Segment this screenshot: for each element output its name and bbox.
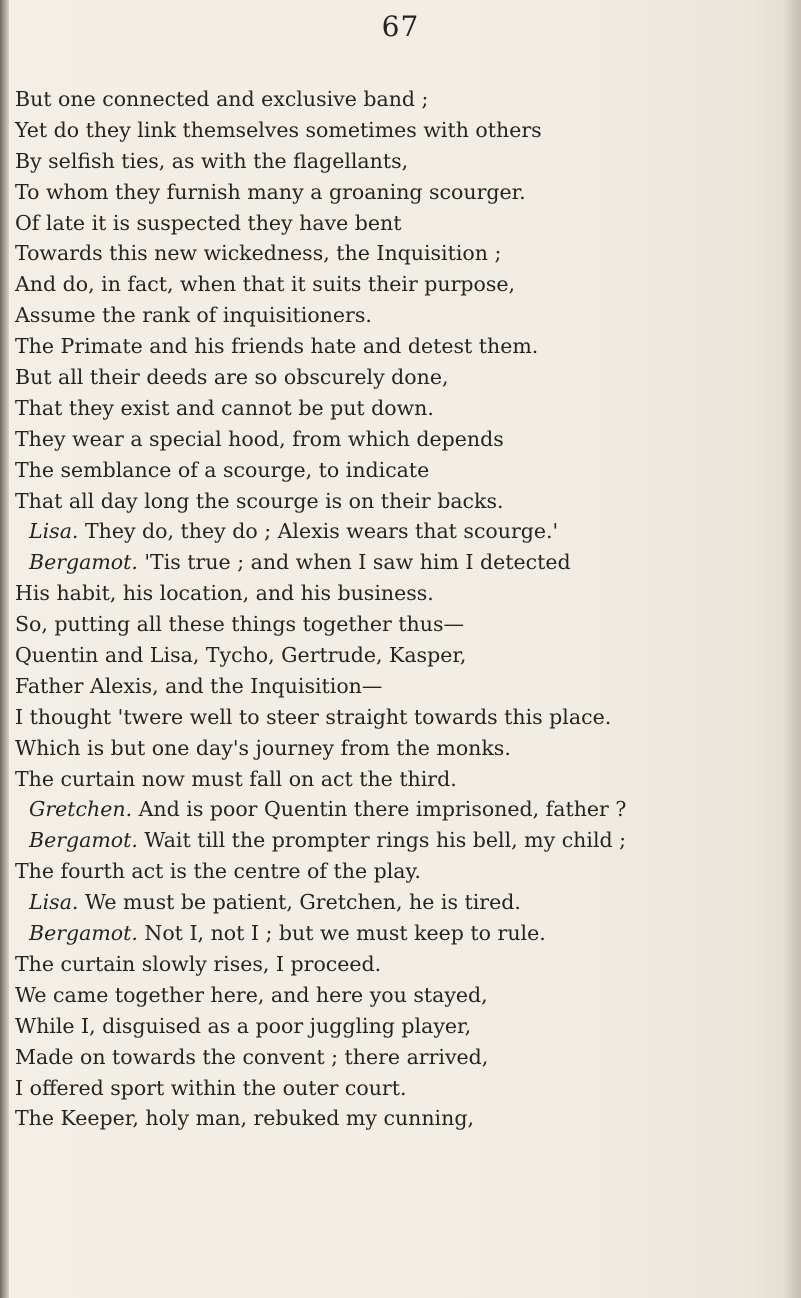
page-number: 67 xyxy=(381,10,420,43)
line-text: Father Alexis, and the Inquisition— xyxy=(15,673,383,698)
line-text: While I, disguised as a poor juggling player, xyxy=(15,1013,472,1038)
line-text: We came together here, and here you stayed, xyxy=(15,982,488,1007)
line-text: Quentin and Lisa, Tycho, Gertrude, Kasper, xyxy=(15,643,467,668)
line-text: We must be patient, Gretchen, he is tired. xyxy=(78,890,521,915)
verse-line xyxy=(15,1011,626,1042)
verse-line xyxy=(15,1042,626,1073)
verse-line xyxy=(15,887,626,918)
verse-line xyxy=(15,1073,626,1104)
line-text: They do, they do ; Alexis wears that scourge.' xyxy=(78,519,559,544)
line-text: Yet do they link themselves sometimes with others xyxy=(15,117,542,142)
verse-line xyxy=(15,1103,626,1134)
line-text: But all their deeds are so obscurely done, xyxy=(15,365,449,390)
verse-line xyxy=(15,764,626,795)
line-text: Wait till the prompter rings his bell, my child ; xyxy=(137,828,627,853)
verse-line xyxy=(15,671,626,702)
line-text: Made on towards the convent ; there arrived, xyxy=(15,1044,489,1069)
line-text: They wear a special hood, from which depends xyxy=(15,426,504,451)
verse-text xyxy=(15,84,626,1134)
line-text: The semblance of a scourge, to indicate xyxy=(15,457,430,482)
verse-line xyxy=(15,455,626,486)
line-text: Not I, not I ; but we must keep to rule. xyxy=(137,921,546,946)
speaker-name: Lisa. xyxy=(29,519,79,544)
line-text: The Primate and his friends hate and detest them. xyxy=(15,334,539,359)
verse-line xyxy=(15,393,626,424)
line-text: That they exist and cannot be put down. xyxy=(15,395,434,420)
speaker-name: Bergamot. xyxy=(29,921,138,946)
line-text: His habit, his location, and his business. xyxy=(15,581,434,606)
speaker-name: Bergamot. xyxy=(29,828,138,853)
line-text: The curtain now must fall on act the third. xyxy=(15,766,457,791)
verse-line xyxy=(15,825,626,856)
speaker-name: Lisa. xyxy=(29,890,79,915)
verse-line xyxy=(15,980,626,1011)
verse-line xyxy=(15,362,626,393)
verse-line xyxy=(15,547,626,578)
line-text: So, putting all these things together thus— xyxy=(15,612,464,637)
page-gutter-shadow xyxy=(0,0,9,1298)
page-edge-shadow xyxy=(783,0,801,1298)
verse-line xyxy=(15,516,626,547)
verse-line xyxy=(15,794,626,825)
line-text: But one connected and exclusive band ; xyxy=(15,87,429,111)
line-text: That all day long the scourge is on their backs. xyxy=(15,488,504,513)
verse-line xyxy=(15,486,626,517)
verse-line xyxy=(15,702,626,733)
speaker-name: Bergamot. xyxy=(29,550,138,575)
verse-line xyxy=(15,733,626,764)
verse-line xyxy=(15,300,626,331)
line-text: The fourth act is the centre of the play. xyxy=(15,859,421,884)
verse-line xyxy=(15,331,626,362)
line-text: The curtain slowly rises, I proceed. xyxy=(15,951,382,976)
line-text: Assume the rank of inquisitioners. xyxy=(15,303,372,328)
line-text: 'Tis true ; and when I saw him I detected xyxy=(137,550,571,575)
line-text: And is poor Quentin there imprisoned, father ? xyxy=(132,797,627,822)
verse-line xyxy=(15,146,626,177)
verse-line xyxy=(15,918,626,949)
verse-line xyxy=(15,856,626,887)
verse-line xyxy=(15,424,626,455)
verse-line xyxy=(15,609,626,640)
line-text: I offered sport within the outer court. xyxy=(15,1075,407,1100)
verse-line xyxy=(15,115,626,146)
line-text: By selfish ties, as with the flagellants, xyxy=(15,148,409,173)
line-text: And do, in fact, when that it suits their purpose, xyxy=(15,272,516,297)
verse-line xyxy=(15,578,626,609)
line-text: Towards this new wickedness, the Inquisition ; xyxy=(15,241,502,266)
verse-line xyxy=(15,84,626,115)
line-text: To whom they furnish many a groaning scourger. xyxy=(15,179,526,204)
verse-line xyxy=(15,238,626,269)
verse-line xyxy=(15,640,626,671)
speaker-name: Gretchen. xyxy=(29,797,133,822)
verse-line xyxy=(15,208,626,239)
verse-line xyxy=(15,177,626,208)
line-text: Of late it is suspected they have bent xyxy=(15,210,402,235)
verse-line xyxy=(15,949,626,980)
line-text: The Keeper, holy man, rebuked my cunning, xyxy=(15,1106,474,1131)
verse-line xyxy=(15,269,626,300)
line-text: I thought 'twere well to steer straight towards this place. xyxy=(15,704,612,729)
line-text: Which is but one day's journey from the monks. xyxy=(15,735,511,760)
